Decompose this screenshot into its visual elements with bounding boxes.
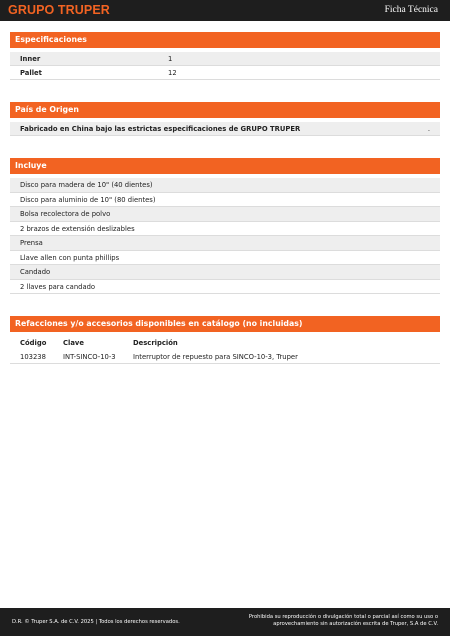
spec-label: Inner bbox=[20, 55, 41, 63]
list-item: Bolsa recolectora de polvo bbox=[10, 207, 440, 222]
section-header-origen: País de Origen bbox=[10, 102, 440, 118]
legal-notice-line: Prohibida su reproducción o divulgación total o parcial así como su uso o bbox=[248, 614, 438, 620]
origin-trailing: . bbox=[427, 125, 430, 133]
list-item: 2 llaves para candado bbox=[10, 280, 440, 295]
cell-clave: INT-SINCO-10-3 bbox=[63, 353, 116, 361]
list-item: 2 brazos de extensión deslizables bbox=[10, 222, 440, 237]
list-item: Prensa bbox=[10, 236, 440, 251]
table-header bbox=[10, 336, 440, 350]
section-header-incluye: Incluye bbox=[10, 158, 440, 174]
legal-notice bbox=[228, 614, 438, 628]
cell-descripcion: Interruptor de repuesto para SINCO-10-3, Truper bbox=[133, 353, 298, 361]
origin-text: Fabricado en China bajo las estrictas especificaciones de GRUPO TRUPER bbox=[20, 125, 301, 133]
spec-value: 12 bbox=[168, 69, 177, 77]
section-header-refacciones: Refacciones y/o accesorios disponibles en catálogo (no incluidas) bbox=[10, 316, 440, 332]
top-bar bbox=[0, 0, 450, 21]
spec-row bbox=[10, 66, 440, 80]
list-item: Disco para aluminio de 10" (80 dientes) bbox=[10, 193, 440, 208]
column-header-descripcion: Descripción bbox=[133, 339, 178, 347]
origin-row bbox=[10, 122, 440, 136]
list-item: Disco para madera de 10" (40 dientes) bbox=[10, 178, 440, 193]
column-header-codigo: Código bbox=[20, 339, 47, 347]
spec-label: Pallet bbox=[20, 69, 42, 77]
footer bbox=[0, 608, 450, 636]
list-item: Candado bbox=[10, 265, 440, 280]
copyright-text: D.R. © Truper S.A. de C.V. 2025 | Todos los derechos reservados. bbox=[12, 619, 180, 625]
spec-row bbox=[10, 52, 440, 66]
spec-value: 1 bbox=[168, 55, 173, 63]
list-item: Llave allen con punta phillips bbox=[10, 251, 440, 266]
cell-codigo: 103238 bbox=[20, 353, 46, 361]
table-row bbox=[10, 350, 440, 364]
column-header-clave: Clave bbox=[63, 339, 84, 347]
legal-notice-line: aprovechamiento sin autorización escrita de Truper, S.A de C.V. bbox=[273, 621, 438, 627]
brand-logo: GRUPO TRUPER bbox=[8, 3, 110, 17]
document-type: Ficha Técnica bbox=[384, 5, 438, 15]
section-header-especificaciones: Especificaciones bbox=[10, 32, 440, 48]
